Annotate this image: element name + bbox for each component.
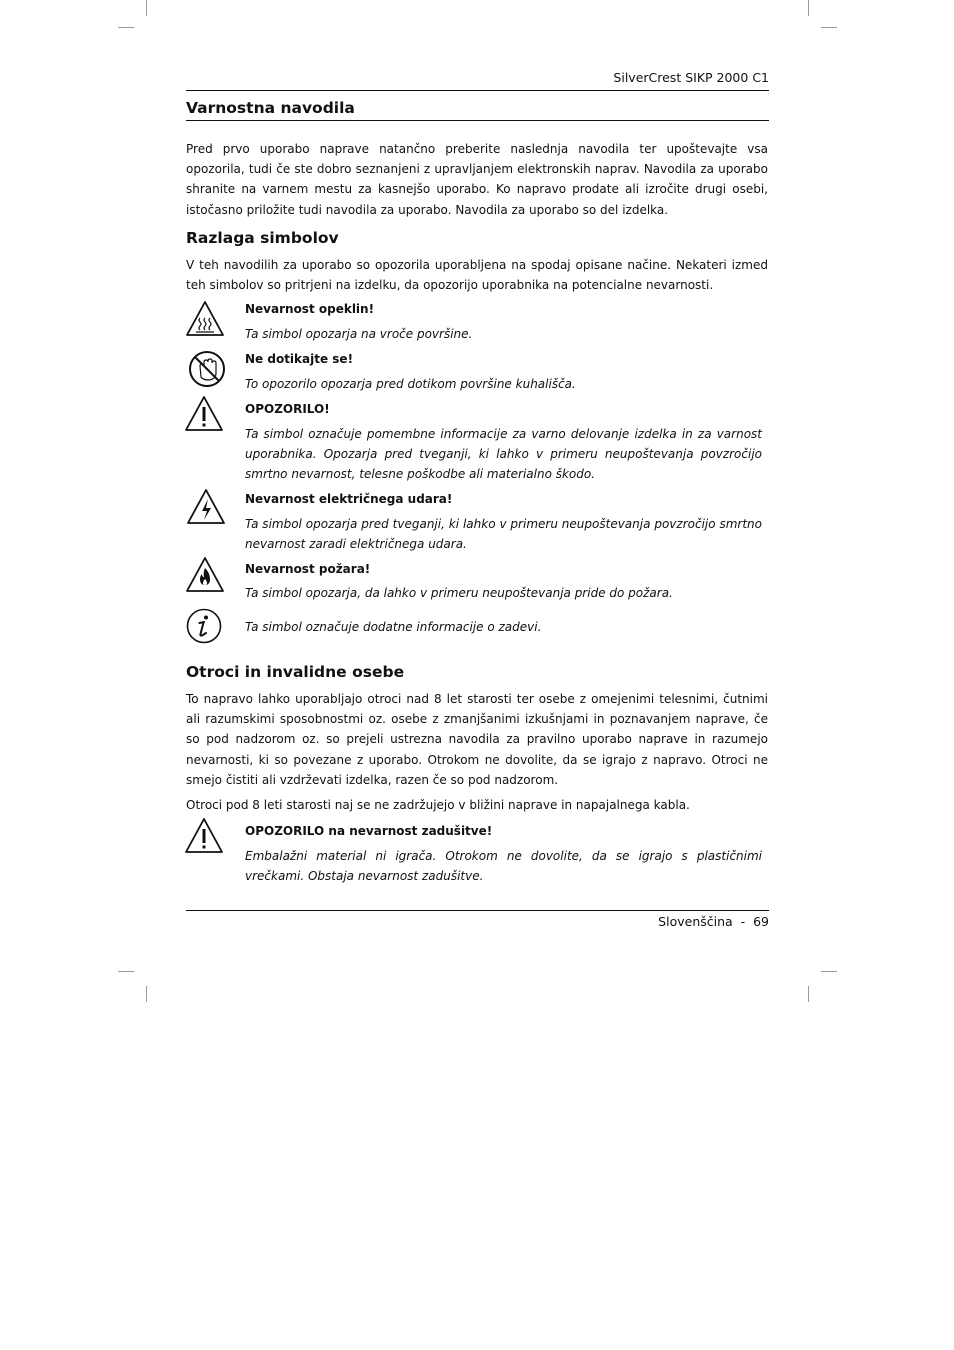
- warning-icon: [184, 394, 224, 434]
- suffocation-warning-title: OPOZORILO na nevarnost zadušitve!: [245, 824, 493, 838]
- section-title-rule: [186, 120, 769, 121]
- symbol-description: To opozorilo opozarja pred dotikom površine kuhališča.: [245, 377, 576, 391]
- footer-rule: [186, 910, 769, 911]
- crop-mark: [118, 27, 134, 28]
- fire-icon: [185, 555, 225, 595]
- symbol-title: Ne dotikajte se!: [245, 352, 354, 366]
- symbol-title: Nevarnost požara!: [245, 562, 371, 576]
- crop-mark: [808, 0, 809, 16]
- symbol-title: Nevarnost opeklin!: [245, 302, 375, 316]
- children-cable-paragraph: Otroci pod 8 leti starosti naj se ne zadržujejo v bližini naprave in napajalnega kabla.: [186, 798, 690, 812]
- electric-shock-icon: [186, 487, 226, 527]
- symbol-description: Ta simbol označuje pomembne informacije za varno delovanje izdelka in za varnost uporabnika. Opozarja pred tveganji, ki lahko v primeru neupoštevanja povzročijo smrtno nevarnost, telesne poškodbe ali materialno škodo.: [245, 427, 762, 481]
- suffocation-warning-description: Embalažni material ni igrača. Otrokom ne dovolite, da se igrajo s plastičnimi vrečkami. Obstaja nevarnost zadušitve.: [245, 849, 762, 883]
- crop-mark: [821, 971, 837, 972]
- crop-mark: [821, 27, 837, 28]
- crop-mark: [146, 0, 147, 16]
- symbols-intro: V teh navodilih za uporabo so opozorila uporabljena na spodaj opisane načine. Nekateri izmed teh simbolov so pritrjeni na izdelku, da opozorijo uporabnika na potencialne nevarnosti.: [186, 258, 768, 293]
- page-footer: Slovenščina - 69: [658, 914, 769, 929]
- hot-surface-icon: [185, 299, 225, 339]
- info-icon: [185, 606, 225, 646]
- section-title-symbols: Razlaga simbolov: [186, 229, 339, 247]
- symbol-description: Ta simbol opozarja, da lahko v primeru neupoštevanja pride do požara.: [245, 586, 673, 600]
- crop-mark: [118, 971, 134, 972]
- symbol-description: Ta simbol opozarja pred tveganji, ki lahko v primeru neupoštevanja povzročijo smrtno nevarnost zaradi električnega udara.: [245, 517, 762, 551]
- warning-icon: [184, 816, 224, 856]
- safety-intro: Pred prvo uporabo naprave natančno preberite naslednja navodila ter upoštevajte vsa opozorila, tudi če ste dobro seznanjeni z upravljanjem elektronskih naprav. Navodila za uporabo shranite na varnem mestu za kasnejšo uporabo. Ko napravo prodate ali izročite drugi osebi, istočasno priložite tudi navodila za uporabo. Navodila za uporabo so del izdelka.: [186, 142, 768, 217]
- running-header: SilverCrest SIKP 2000 C1: [613, 70, 769, 85]
- section-title-children: Otroci in invalidne osebe: [186, 663, 405, 681]
- crop-mark: [808, 986, 809, 1002]
- symbol-title: Nevarnost električnega udara!: [245, 492, 453, 506]
- header-rule: [186, 90, 769, 91]
- symbol-description: Ta simbol označuje dodatne informacije o zadevi.: [245, 620, 542, 634]
- section-title-safety: Varnostna navodila: [186, 99, 355, 117]
- symbol-title: OPOZORILO!: [245, 402, 330, 416]
- children-paragraph: To napravo lahko uporabljajo otroci nad 8 let starosti ter osebe z omejenimi telesnimi, čutnimi ali razumskimi sposobnostmi oz. osebe z zmanjšanimi izkušnjami in poznavanjem naprave, če so pod nadzorom oz. so prejeli ustrezna navodila za pravilno uporabo naprave in razumejo nevarnosti, ki so povezane z uporabo. Otrokom ne dovolite, da se igrajo z napravo. Otroci ne smejo čistiti ali vzdrževati izdelka, razen če so pod nadzorom.: [186, 692, 768, 787]
- symbol-description: Ta simbol opozarja na vroče površine.: [245, 327, 473, 341]
- crop-mark: [146, 986, 147, 1002]
- do-not-touch-icon: [187, 349, 227, 389]
